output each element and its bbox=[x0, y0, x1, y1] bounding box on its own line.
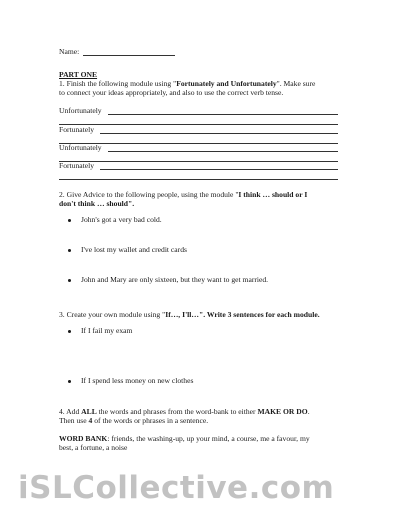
q2-instruction-line2: don't think … should". bbox=[59, 199, 135, 208]
q4-instruction-line1: 4. Add ALL the words and phrases from the word-bank to either MAKE OR DO. bbox=[59, 407, 310, 416]
q2-instruction-line1: 2. Give Advice to the following people, using the module "I think … should or I bbox=[59, 190, 308, 199]
q1-instruction-line2: to connect your ideas appropriately, and also to use the correct verb tense. bbox=[59, 88, 284, 97]
answer-line[interactable] bbox=[59, 124, 338, 125]
answer-line[interactable] bbox=[108, 151, 338, 152]
q4-instruction-line2: Then use 4 of the words or phrases in a sentence. bbox=[59, 416, 209, 425]
name-field-line[interactable] bbox=[83, 55, 175, 56]
answer-line[interactable] bbox=[59, 179, 338, 180]
q2-item-3: John and Mary are only sixteen, but they want to get married. bbox=[81, 275, 269, 284]
bullet-icon bbox=[68, 249, 71, 252]
word-bank-label: WORD BANK bbox=[59, 434, 108, 443]
q1-starter-4: Fortunately bbox=[59, 161, 95, 170]
bullet-icon bbox=[68, 380, 71, 383]
q3-item-2: If I spend less money on new clothes bbox=[81, 376, 194, 385]
q1-instruction-line1: 1. Finish the following module using "Fortunately and Unfortunately". Make sure bbox=[59, 79, 316, 88]
q1-starter-3: Unfortunately bbox=[59, 143, 102, 152]
answer-line[interactable] bbox=[100, 133, 338, 134]
answer-line[interactable] bbox=[108, 114, 338, 115]
answer-line[interactable] bbox=[100, 169, 338, 170]
answer-line[interactable] bbox=[59, 161, 338, 162]
q1-starter-2: Fortunately bbox=[59, 125, 95, 134]
watermark-logo: iSLCollective.com bbox=[18, 470, 335, 506]
name-label: Name: bbox=[59, 47, 80, 56]
bullet-icon bbox=[68, 330, 71, 333]
q3-item-1: If I fail my exam bbox=[81, 326, 133, 335]
q1-starter-1: Unfortunately bbox=[59, 106, 102, 115]
q2-item-1: John's got a very bad cold. bbox=[81, 215, 162, 224]
q2-item-2: I've lost my wallet and credit cards bbox=[81, 245, 187, 254]
word-bank-line1: WORD BANK: friends, the washing-up, up your mind, a course, me a favour, my bbox=[59, 434, 310, 443]
word-bank-line2: best, a fortune, a noise bbox=[59, 443, 128, 452]
part-one-title: PART ONE bbox=[59, 70, 98, 79]
bullet-icon bbox=[68, 219, 71, 222]
q3-instruction: 3. Create your own module using "If…, I'll…". Write 3 sentences for each module. bbox=[59, 310, 320, 319]
bullet-icon bbox=[68, 279, 71, 282]
